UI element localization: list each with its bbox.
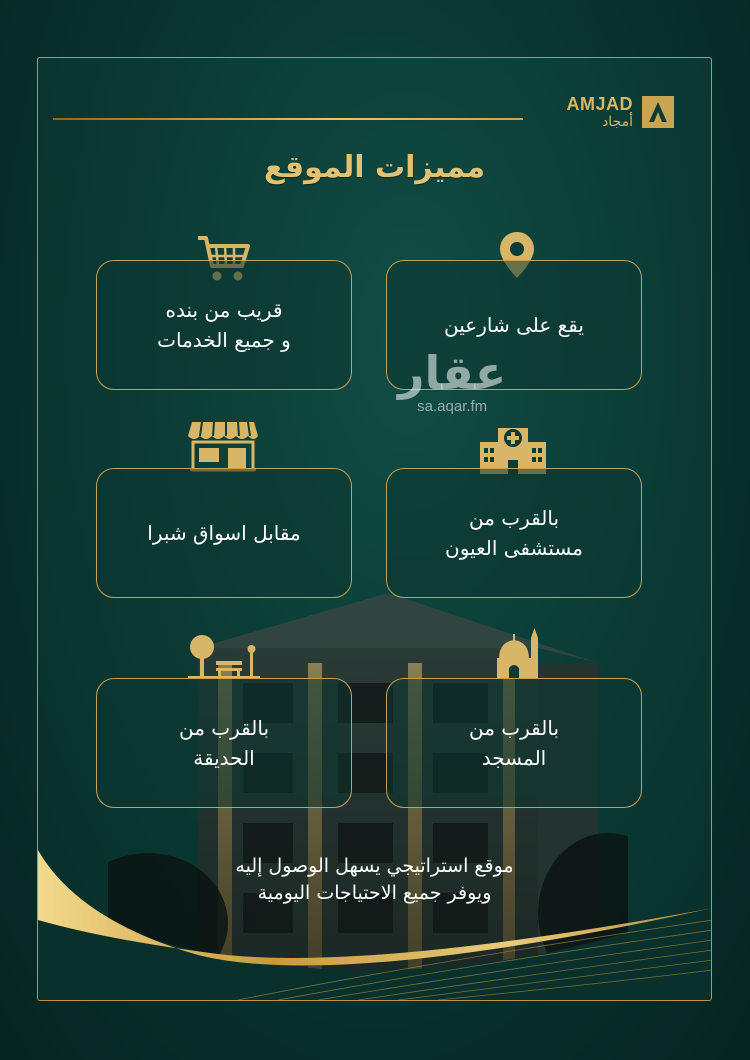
feature-text: بالقرب من الحديقة (178, 716, 270, 770)
brand-name-en: AMJAD (566, 94, 633, 114)
brand-name-ar: أمجاد (602, 114, 633, 130)
feature-card-park (96, 678, 352, 808)
feature-card-hospital (386, 468, 642, 598)
brand-mark-icon (641, 95, 675, 129)
feature-card-market (96, 468, 352, 598)
watermark-url: sa.aqar.fm (417, 398, 488, 415)
gold-swoosh-decoration (38, 850, 712, 1000)
hospital-icon (478, 420, 548, 474)
feature-text: بالقرب من المسجد (468, 716, 560, 770)
header-divider (53, 118, 523, 120)
feature-text: يقع على شارعين (444, 313, 584, 337)
footer-line-2: ويوفر جميع الاحتياجات اليومية (257, 881, 492, 904)
storefront-icon (188, 420, 258, 472)
feature-text: قريب من بنده و جميع الخدمات (157, 298, 291, 352)
feature-text: بالقرب من مستشفى العيون (445, 506, 583, 560)
watermark-ar: عقار (398, 346, 507, 400)
brand-logo (530, 91, 675, 133)
park-icon (188, 633, 260, 679)
gold-frame (37, 57, 712, 1001)
page-title: مميزات الموقع (263, 150, 486, 185)
feature-card-services (96, 260, 352, 390)
footer-line-1: موقع استراتيجي يسهل الوصول إليه (235, 855, 514, 877)
aqar-watermark (398, 346, 507, 415)
feature-text: مقابل اسواق شبرا (147, 521, 301, 545)
mosque-icon (493, 626, 545, 678)
feature-card-mosque (386, 678, 642, 808)
